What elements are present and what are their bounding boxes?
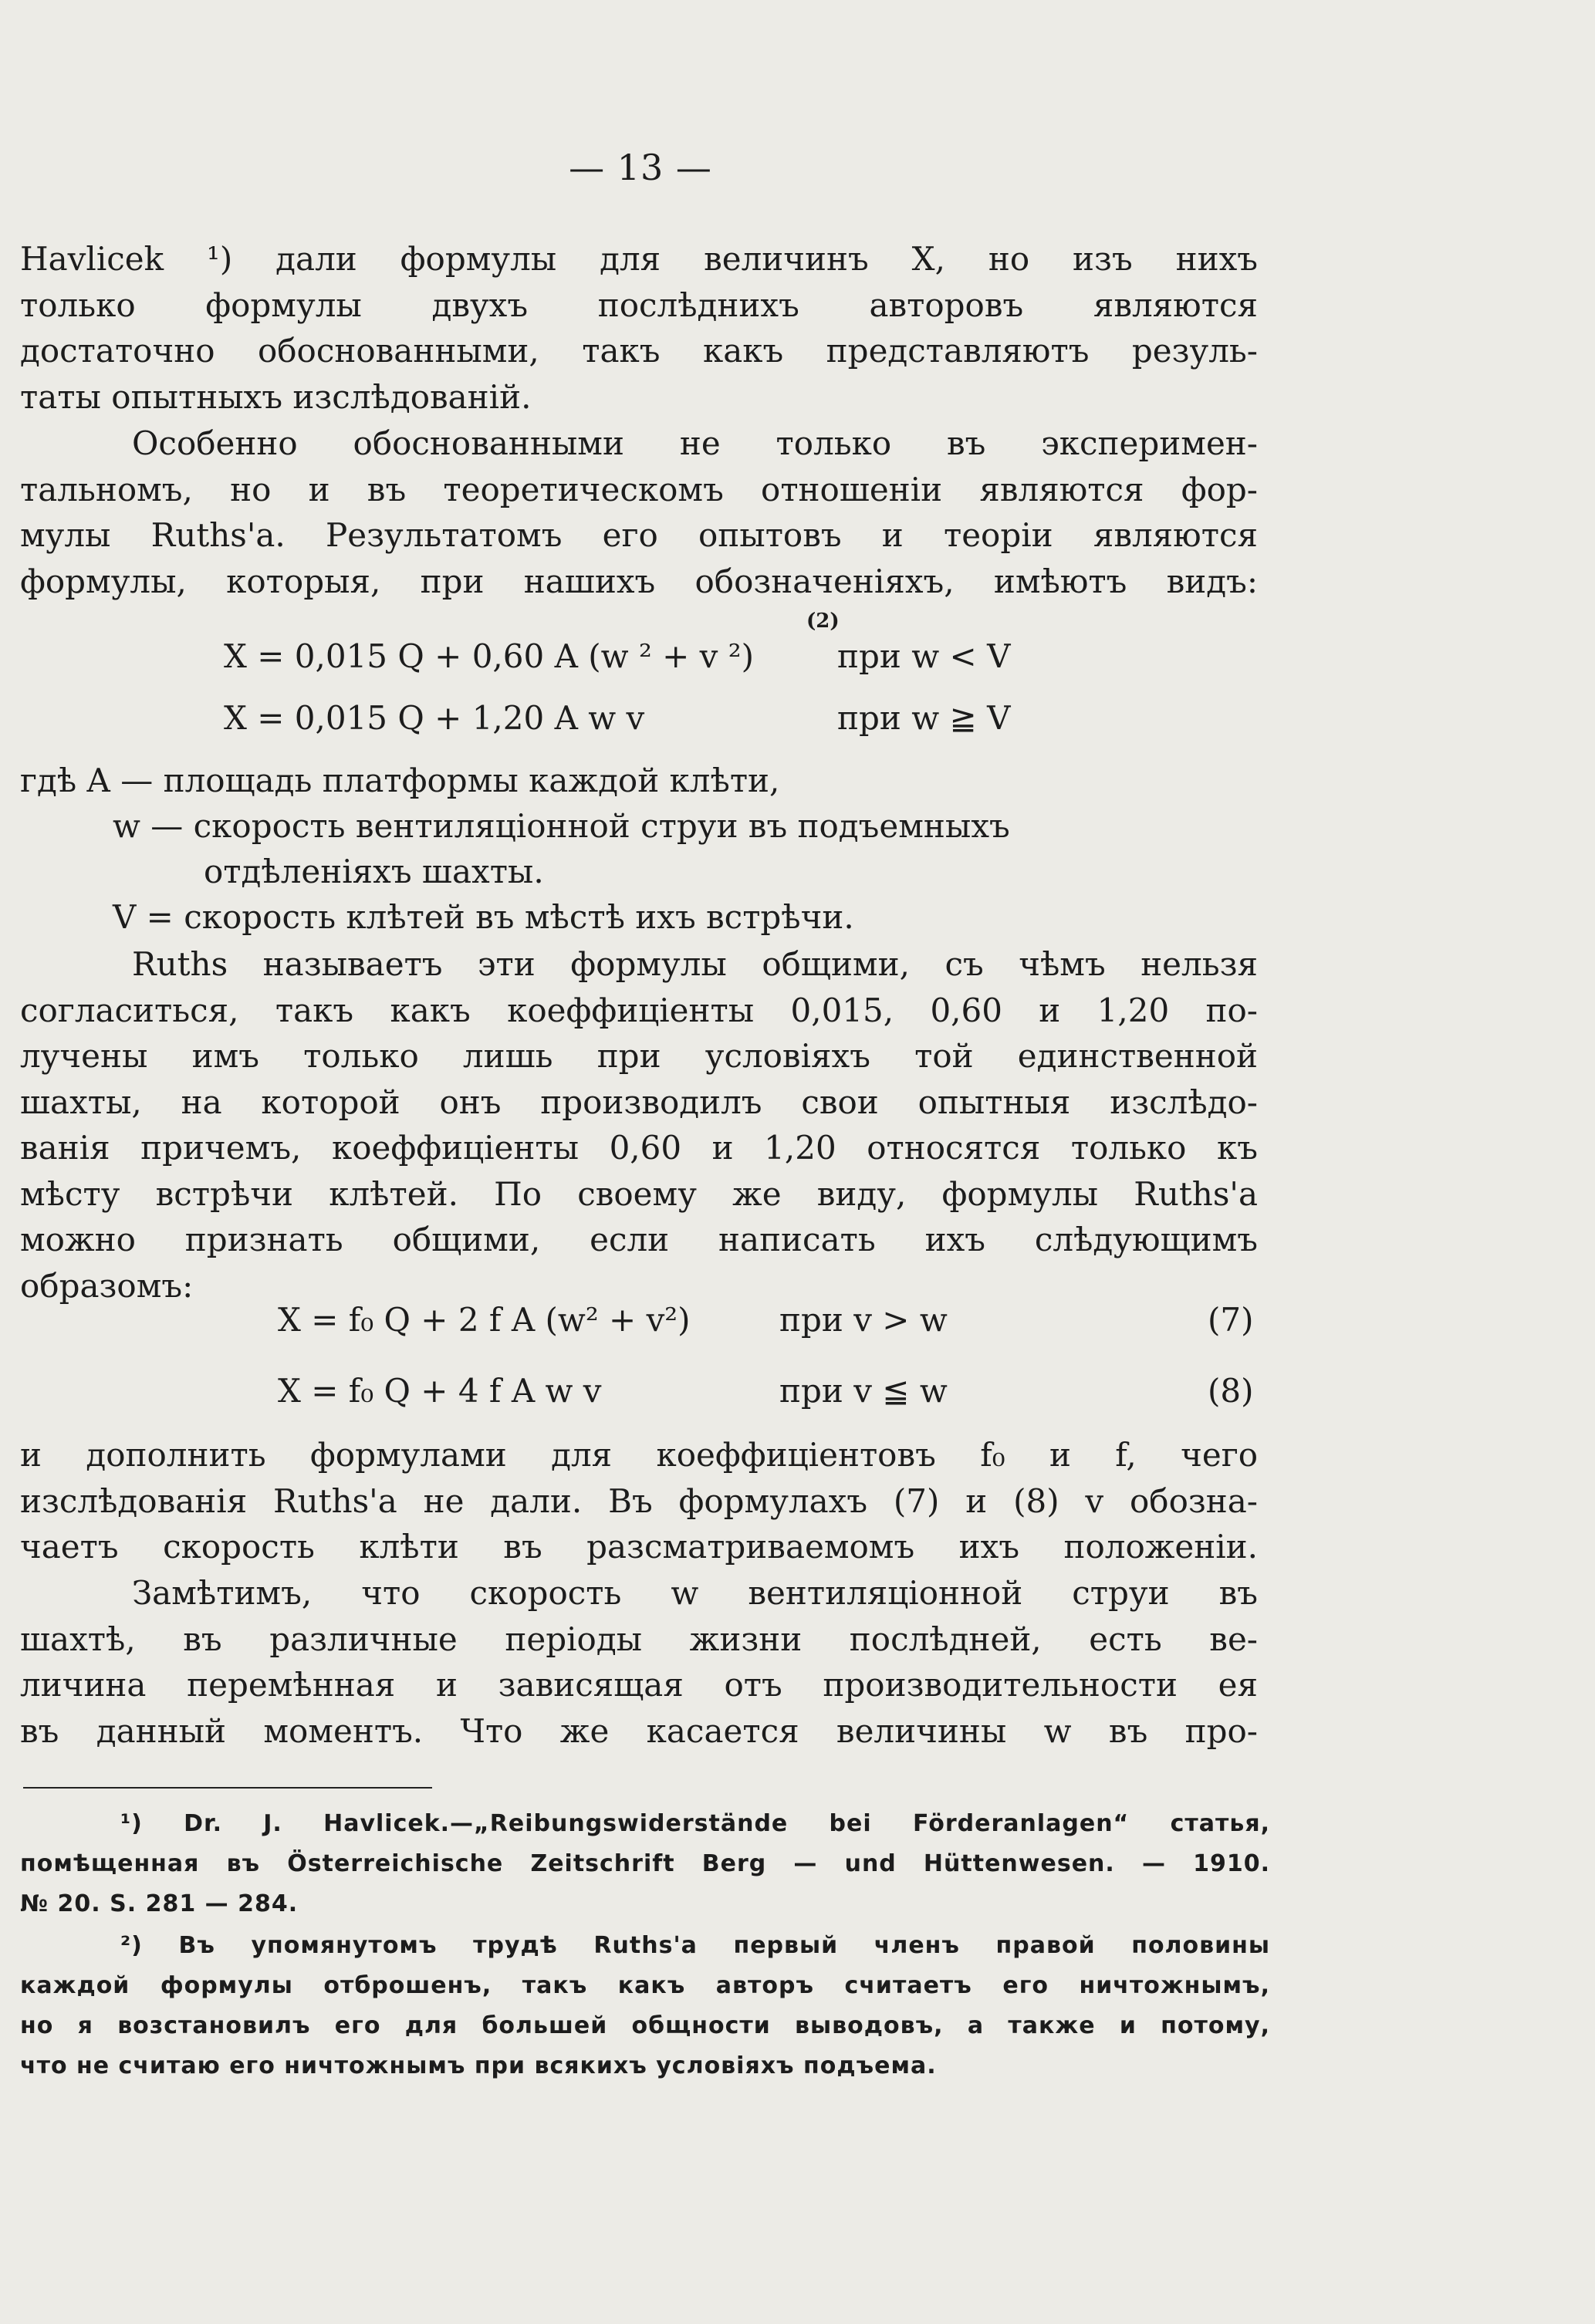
page-number: — 13 — (569, 147, 712, 188)
footnote-mark: (2) (806, 610, 840, 633)
paragraph-4 (20, 1432, 1258, 1570)
text-line: достаточно обоснованными, такъ какъ представляютъ резуль- (20, 332, 1258, 370)
footnote-1 (20, 1804, 1270, 1924)
equation-7-number: (7) (1208, 1301, 1254, 1339)
text-line: только формулы двухъ послѣднихъ авторовъ являются (20, 285, 1258, 324)
definitions (20, 758, 1010, 940)
text-line: формулы, которыя, при нашихъ обозначеніяхъ, имѣютъ видъ: (20, 562, 1258, 600)
equation-8-number: (8) (1208, 1372, 1254, 1410)
text-line: таты опытныхъ изслѣдованій. (20, 377, 532, 416)
footnote-line: каждой формулы отброшенъ, такъ какъ авторъ считаетъ его ничтожнымъ, (20, 1972, 1270, 1999)
paragraph-5 (20, 1570, 1258, 1754)
paragraph-2 (20, 421, 1258, 604)
footnote-divider (23, 1787, 432, 1789)
text-line: можно признать общими, если написать ихъ слѣдующимъ (20, 1221, 1258, 1258)
text-line: и дополнить формулами для коеффиціентовъ f₀ и f, чего (20, 1436, 1258, 1474)
text-line: Ruths называетъ эти формулы общими, съ чѣмъ нельзя (132, 945, 1258, 983)
footnote-line: ²) Въ упомянутомъ трудѣ Ruths'а первый членъ правой половины (120, 1932, 1270, 1959)
footnote-line: ¹) Dr. J. Havlicek.—„Reibungswiderstände bei Förderanlagen“ статья, (120, 1810, 1270, 1837)
text-line: образомъ: (20, 1266, 194, 1305)
footnote-line: № 20. S. 281 — 284. (20, 1890, 299, 1917)
text-line: изслѣдованія Ruths'а не дали. Въ формулахъ (7) и (8) v обозна- (20, 1481, 1258, 1520)
text-line: ванія причемъ, коеффиціенты 0,60 и 1,20 относятся только къ (20, 1129, 1258, 1167)
definition-line: гдѣ A — площадь платформы каждой клѣти, (20, 762, 780, 799)
text-line: Замѣтимъ, что скорость w вентиляціонной струи въ (132, 1574, 1258, 1612)
equation-2-condition: при w ≧ V (837, 699, 1011, 737)
text-line: въ данный моментъ. Что же касается величины w въ про- (20, 1711, 1258, 1750)
footnote-line: но я возстановилъ его для большей общности выводовъ, а также и потому, (20, 2012, 1270, 2039)
text-line: шахты, на которой онъ производилъ свои опытныя изслѣдо- (20, 1083, 1258, 1121)
footnote-line: что не считаю его ничтожнымъ при всякихъ условіяхъ подъема. (20, 2052, 937, 2079)
text-line: шахтѣ, въ различные періоды жизни послѣдней, есть ве- (20, 1620, 1258, 1658)
definition-line: V = скорость клѣтей въ мѣстѣ ихъ встрѣчи. (113, 898, 854, 936)
equation-8: X = f₀ Q + 4 f A w v (278, 1372, 602, 1410)
paragraph-3 (20, 941, 1258, 1309)
definition-line: отдѣленіяхъ шахты. (204, 853, 544, 890)
text-line: Havlicek ¹) дали формулы для величинъ X, но изъ нихъ (20, 240, 1258, 278)
equation-7-condition: при v > w (779, 1301, 948, 1339)
text-line: личина перемѣнная и зависящая отъ производительности ея (20, 1666, 1258, 1704)
equation-1: X = 0,015 Q + 0,60 A (w ² + v ²) (224, 637, 754, 675)
text-line: согласиться, такъ какъ коеффиціенты 0,015, 0,60 и 1,20 по- (20, 991, 1258, 1029)
text-line: мѣсту встрѣчи клѣтей. По своему же виду, формулы Ruths'а (20, 1174, 1258, 1213)
text-line: тальномъ, но и въ теоретическомъ отношеніи являются фор- (20, 470, 1258, 508)
text-line: Особенно обоснованными не только въ эксперимен- (132, 424, 1258, 462)
text-line: мулы Ruths'а. Результатомъ его опытовъ и теоріи являются (20, 516, 1258, 554)
paragraph-1 (20, 236, 1258, 420)
text-line: чаетъ скорость клѣти въ разсматриваемомъ ихъ положеніи. (20, 1528, 1258, 1566)
definition-line: w — скорость вентиляціонной струи въ подъемныхъ (113, 807, 1010, 845)
equation-1-condition: при w < V (837, 637, 1011, 675)
equation-2: X = 0,015 Q + 1,20 A w v (224, 699, 645, 737)
footnote-line: помѣщенная въ Österreichische Zeitschrift Berg — und Hüttenwesen. — 1910. (20, 1850, 1270, 1877)
equation-7: X = f₀ Q + 2 f A (w² + v²) (278, 1301, 691, 1339)
text-line: лучены имъ только лишь при условіяхъ той единственной (20, 1037, 1258, 1075)
equation-8-condition: при v ≦ w (779, 1372, 948, 1410)
footnote-2 (20, 1926, 1270, 2086)
